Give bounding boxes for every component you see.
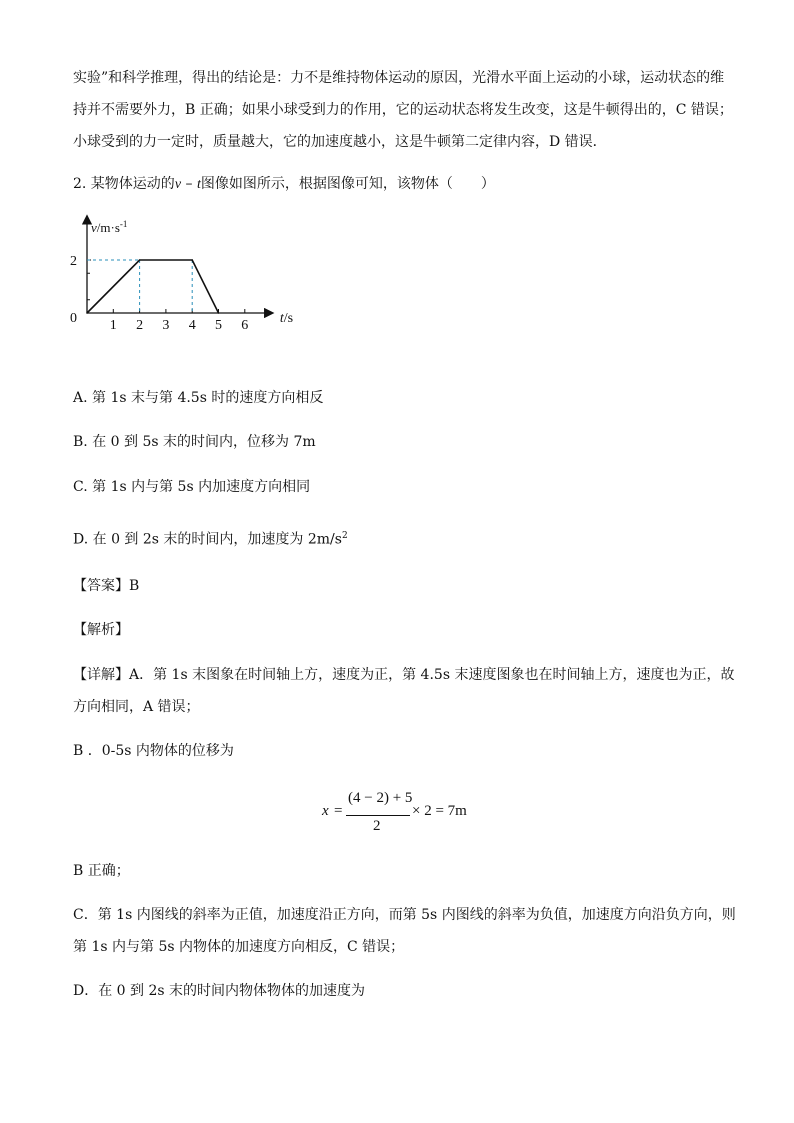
option-b: B. 在 0 到 5s 末的时间内，位移为 7m bbox=[73, 434, 316, 450]
chart-series bbox=[86, 259, 219, 314]
option-a: A. 第 1s 末与第 4.5s 时的速度方向相反 bbox=[73, 390, 324, 406]
formula-rest: × 2 = 7m bbox=[412, 803, 467, 819]
data-point bbox=[86, 312, 88, 314]
fraction-bar bbox=[346, 815, 410, 816]
data-point bbox=[218, 312, 220, 314]
analysis-label: 【解析】 bbox=[73, 622, 129, 638]
data-point bbox=[139, 259, 141, 261]
text-line-3: 小球受到的力一定时，质量越大，它的加速度越小，这是牛顿第二定律内容，D 错误． bbox=[73, 134, 607, 150]
x-tick-label: 6 bbox=[241, 318, 249, 333]
detail-line-7: D．在 0 到 2s 末的时间内物体物体的加速度为 bbox=[73, 983, 366, 999]
detail-line-4: B 正确； bbox=[73, 863, 130, 879]
detail-line-2: 方向相同，A 错误； bbox=[73, 699, 200, 715]
question-dash: – bbox=[181, 176, 197, 192]
option-d-text: D. 在 0 到 2s 末的时间内，加速度为 2m/s bbox=[73, 531, 342, 548]
answer-label: 【答案】B bbox=[73, 578, 140, 594]
x-tick-label: 5 bbox=[215, 318, 222, 333]
formula-numerator: (4 − 2) + 5 bbox=[348, 790, 413, 806]
formula-denominator: 2 bbox=[373, 818, 381, 834]
question-var-v: v bbox=[174, 177, 182, 192]
data-point bbox=[191, 259, 193, 261]
formula-equals: = bbox=[334, 803, 343, 819]
detail-line-3: B ．0-5s 内物体的位移为 bbox=[73, 743, 234, 759]
detail-line-6: 第 1s 内与第 5s 内物体的加速度方向相反，C 错误； bbox=[73, 939, 405, 955]
vt-graph bbox=[70, 215, 294, 335]
option-d-sup: 2 bbox=[341, 531, 348, 541]
y-tick-label: 2 bbox=[70, 254, 77, 269]
x-tick-label: 1 bbox=[109, 318, 117, 333]
formula-x: x bbox=[322, 803, 329, 819]
chart-labels bbox=[70, 219, 293, 333]
velocity-line bbox=[87, 260, 219, 313]
detail-line-5: C．第 1s 内图线的斜率为正值，加速度沿正方向，而第 5s 内图线的斜率为负值，加速度方向沿负方向，则 bbox=[73, 907, 736, 923]
origin-label: 0 bbox=[70, 311, 77, 326]
detail-line-1: 【详解】A．第 1s 末图象在时间轴上方，速度为正，第 4.5s 末速度图象也在时间轴上方，速度也为正，故 bbox=[73, 667, 735, 683]
text-line-1: 实验”和科学推理，得出的结论是：力不是维持物体运动的原因，光滑水平面上运动的小球，运动状态的维 bbox=[73, 70, 725, 86]
text-line-2: 持并不需要外力，B 正确；如果小球受到力的作用，它的运动状态将发生改变，这是牛顿得出的，C 错误； bbox=[73, 102, 733, 118]
x-tick-label: 4 bbox=[188, 318, 196, 333]
x-tick-label: 3 bbox=[162, 318, 170, 333]
option-c: C. 第 1s 内与第 5s 内加速度方向相同 bbox=[73, 479, 311, 495]
x-axis-label: t/s bbox=[279, 311, 294, 326]
chart-guides bbox=[87, 260, 192, 313]
question-var-t: t bbox=[196, 177, 201, 192]
x-tick-label: 2 bbox=[136, 318, 144, 333]
question-2-stem bbox=[73, 174, 495, 195]
option-d bbox=[73, 526, 348, 550]
question-suffix: 图像如图所示，根据图像可知，该物体（ ） bbox=[200, 176, 495, 192]
question-prefix: 2. 某物体运动的 bbox=[73, 176, 175, 192]
y-axis-label: $v/m\cdot s^{-1}$ bbox=[91, 219, 128, 235]
